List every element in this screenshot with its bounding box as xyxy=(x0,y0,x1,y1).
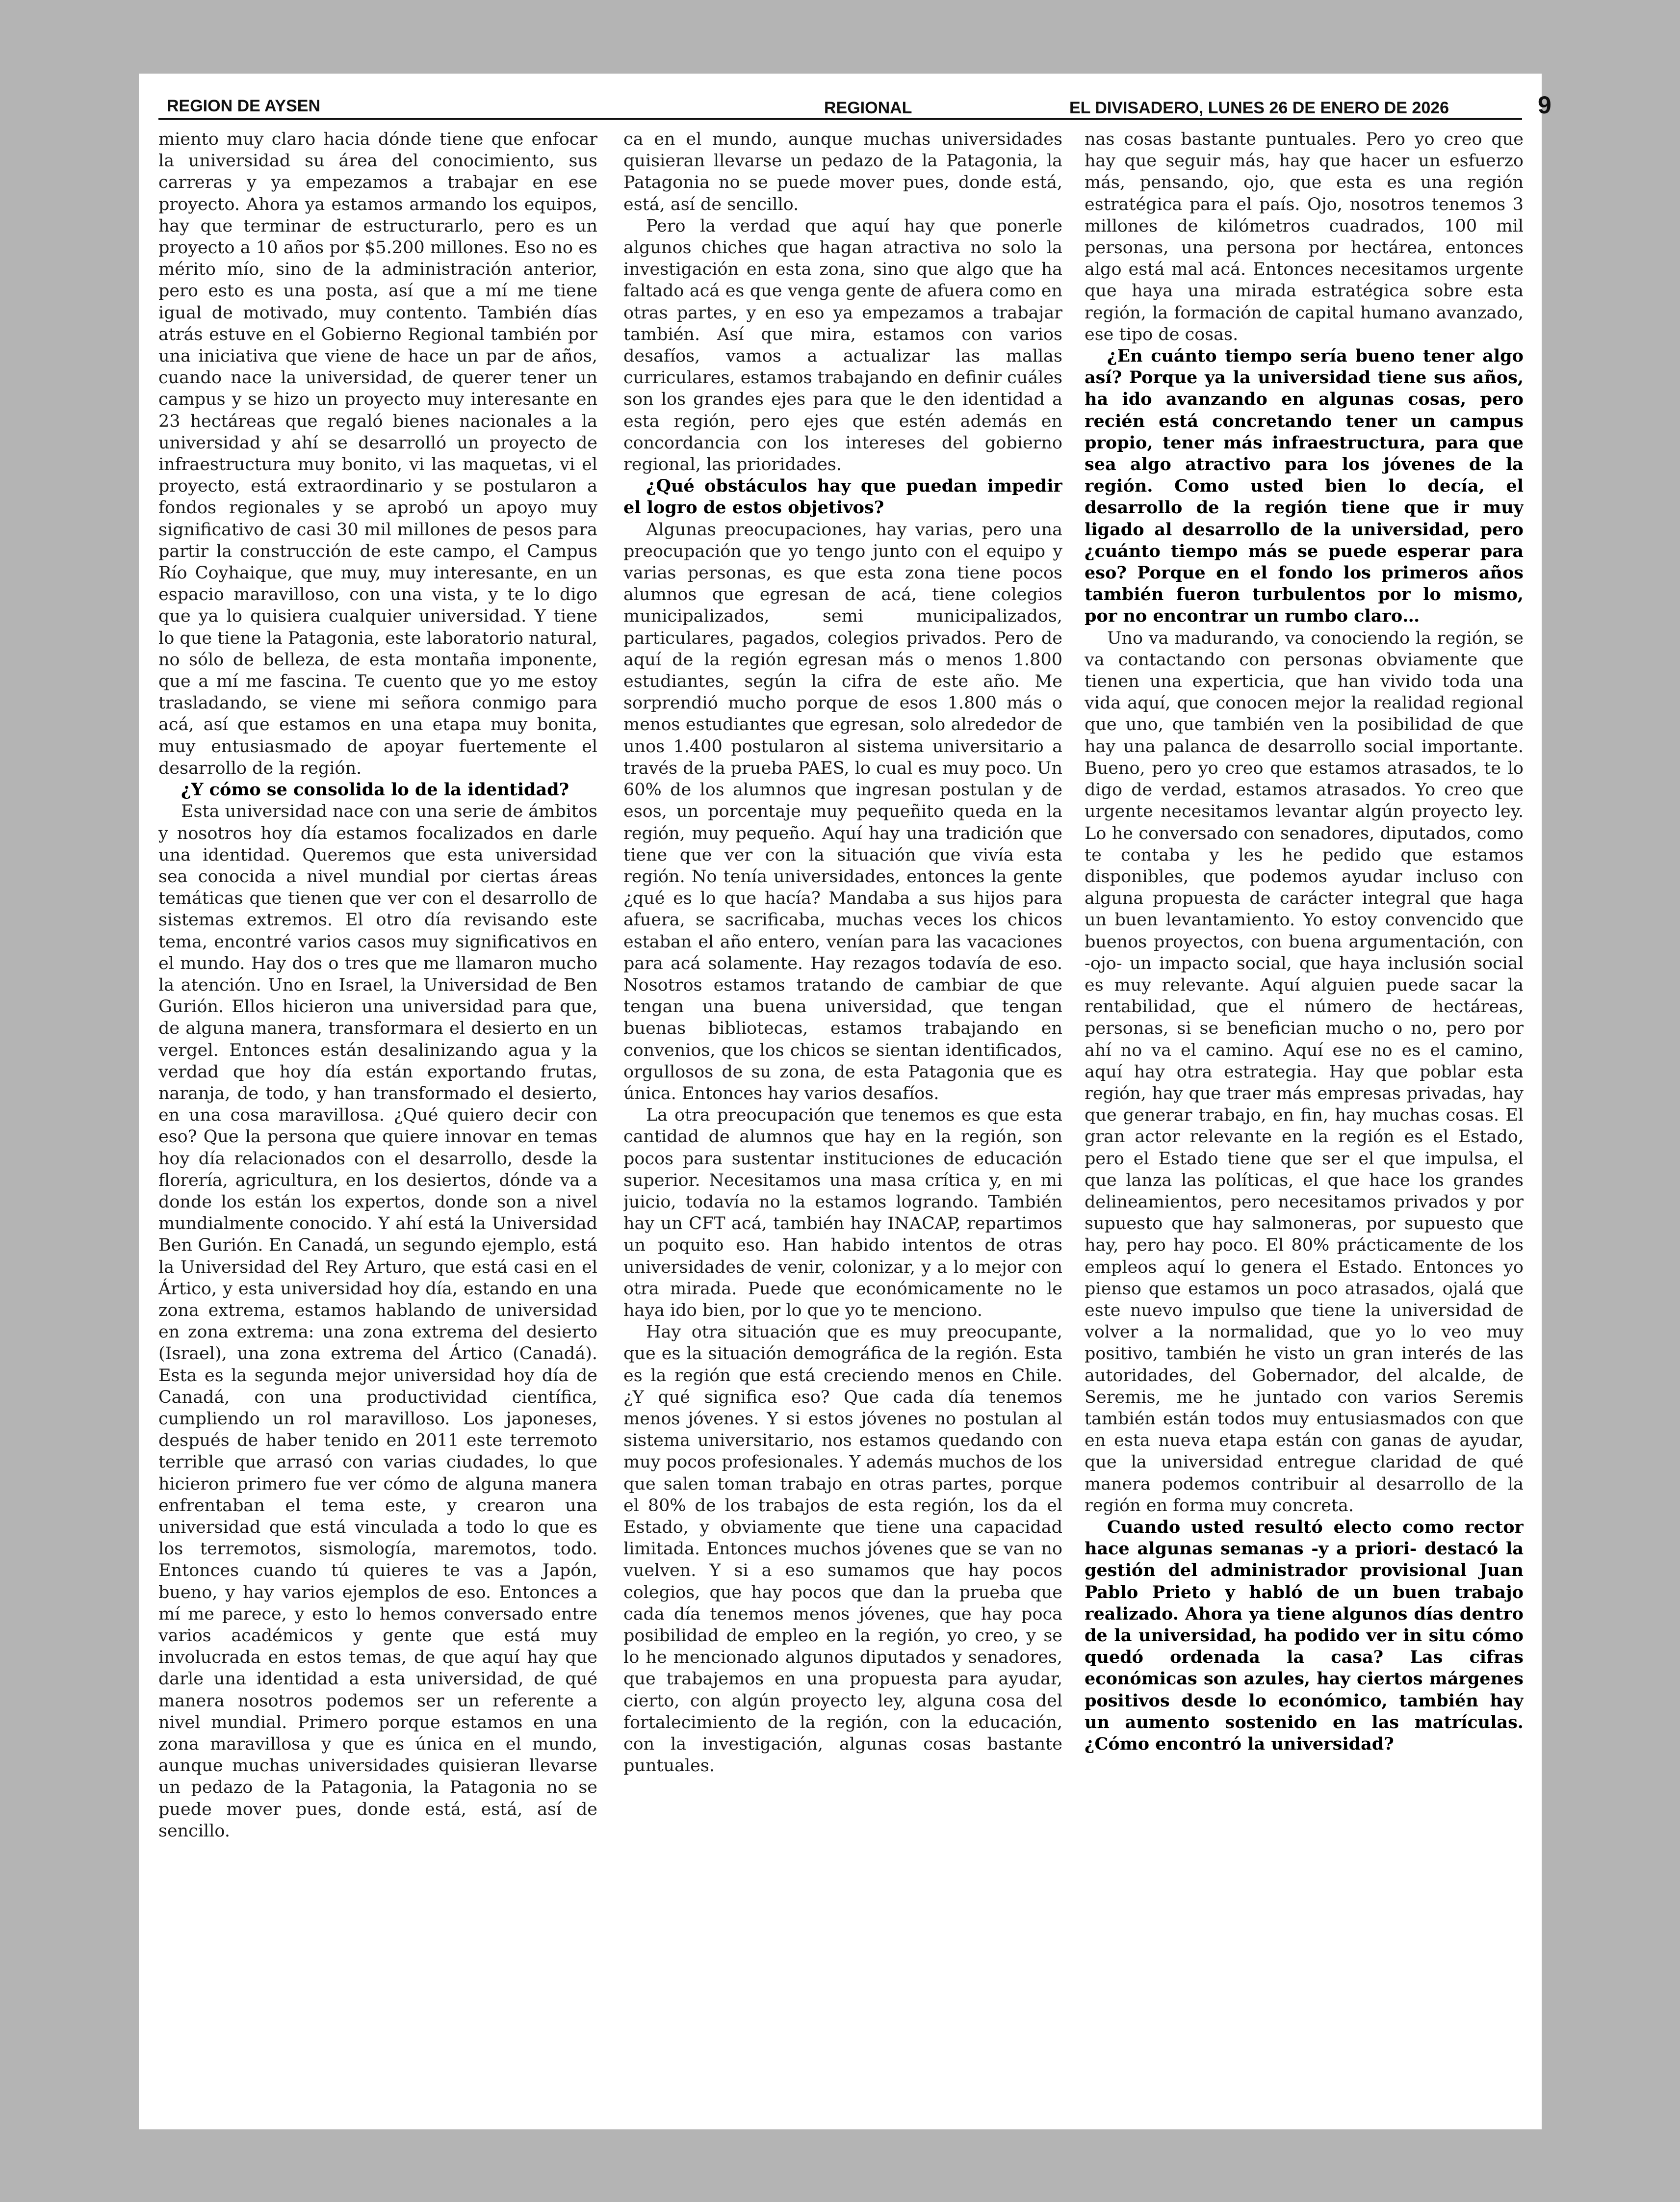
section-category: REGIONAL xyxy=(824,99,912,117)
page-number: 9 xyxy=(1538,91,1551,119)
interview-question: ¿Qué obstáculos hay que puedan impedir el logro de estos objetivos? xyxy=(623,476,1062,518)
article-paragraph: nas cosas bastante puntuales. Pero yo creo que hay que seguir más, hay que hacer un esfuerzo más, pensando, ojo, que esta es una región estratégica para el país. Ojo, nosotros tenemos 3 millones de kilómetros cuadrados, 100 mil personas, una persona por hectárea, entonces algo está mal acá. Entonces necesitamos urgente que haya una mirada estratégica sobre esta región, la formación de capital humano avanzado, ese tipo de cosas. xyxy=(1085,130,1524,344)
article-paragraph: ca en el mundo, aunque muchas universidades quisieran llevarse un pedazo de la Patagonia, la Patagonia no se puede mover pues, donde está, está, así de sencillo. xyxy=(623,130,1062,214)
article-paragraph: La otra preocupación que tenemos es que esta cantidad de alumnos que hay en la región, son pocos para sustentar instituciones de educación superior. Necesitamos una masa crítica y, en mi juicio, todavía no la estamos logrando. También hay un CFT acá, también hay INACAP, repartimos un poquito eso. Han habido intentos de otras universidades de venir, colonizar, y a lo mejor con otra mirada. Puede que económicamente no le haya ido bien, por lo que yo te menciono. xyxy=(623,1105,1062,1320)
column-3 xyxy=(1085,129,1524,2121)
column-2 xyxy=(623,129,1062,2121)
article-paragraph: Uno va madurando, va conociendo la región, se va contactando con personas obviamente que tienen una experticia, que han vivido toda una vida aquí, que conocen mejor la realidad regional que uno, que también ven la posibilidad de que hay una palanca de desarrollo social importante. Bueno, pero yo creo que estamos atrasados, te lo digo de verdad, estamos atrasados. Yo creo que urgente necesitamos levantar algún proyecto ley. Lo he conversado con senadores, diputados, como te contaba y les he pedido que estamos disponibles, que podemos ayudar incluso con alguna propuesta de carácter integral que haga un buen levantamiento. Yo estoy convencido que buenos proyectos, con buena argumentación, con -ojo- un impacto social, que haya inclusión social es muy relevante. Aquí alguien puede sacar la rentabilidad, que el número de hectáreas, personas, si se benefician mucho o no, pero por ahí no va el camino. Aquí ese no es el camino, aquí hay otra estrategia. Hay que poblar esta región, hay que traer más empresas privadas, hay que generar trabajo, en fin, hay muchas cosas. El gran actor relevante en la región es el Estado, pero el Estado tiene que ser el que impulsa, el que lanza las políticas, el que hace los grandes delineamientos, pero necesitamos privados y por supuesto que hay salmoneras, por supuesto que hay, pero hay poco. El 80% prácticamente de los empleos aquí lo genera el Estado. Entonces yo pienso que estamos un poco atrasados, ojalá que este nuevo impulso que tiene la universidad de volver a la normalidad, que yo lo veo muy positivo, también he visto un gran interés de las autoridades, del Gobernador, del alcalde, de Seremis, me he juntado con varios Seremis también están todos muy entusiasmados con que en esta nueva etapa están con ganas de ayudar, que la universidad entregue claridad de qué manera podemos contribuir al desarrollo de la región en forma muy concreta. xyxy=(1085,628,1524,1516)
newspaper-page xyxy=(139,74,1551,2129)
publication-date: EL DIVISADERO, LUNES 26 DE ENERO DE 2026 xyxy=(1069,99,1449,117)
article-paragraph: Esta universidad nace con una serie de ámbitos y nosotros hoy día estamos focalizados en darle una identidad. Queremos que esta universidad sea conocida a nivel mundial por ciertas áreas temáticas que tienen que ver con el desarrollo de sistemas extremos. El otro día revisando este tema, encontré varios casos muy significativos en el mundo. Hay dos o tres que me llamaron mucho la atención. Uno en Israel, la Universidad de Ben Gurión. Ellos hicieron una universidad para que, de alguna manera, transformara el desierto en un vergel. Entonces están desalinizando agua y la verdad que hoy día están exportando frutas, naranja, de todo, y han transformado el desierto, en una cosa maravillosa. ¿Qué quiero decir con eso? Que la persona que quiere innovar en temas hoy día relacionados con el desarrollo, desde la florería, agricultura, en los desiertos, dónde va a donde los están los expertos, donde son a nivel mundialmente conocido. Y ahí está la Universidad Ben Gurión. En Canadá, un segundo ejemplo, está la Universidad del Rey Arturo, que está casi en el Ártico, y esta universidad hoy día, estando en una zona extrema, estamos hablando de universidad en zona extrema: una zona extrema del desierto (Israel), una zona extrema del Ártico (Canadá). Esta es la segunda mejor universidad hoy día de Canadá, con una productividad científica, cumpliendo un rol maravilloso. Los japoneses, después de haber tenido en 2011 este terremoto terrible que arrasó con varias ciudades, lo que hicieron primero fue ver cómo de alguna manera enfrentaban el tema este, y crearon una universidad que está vinculada a todo lo que es los terremotos, sismología, maremotos, todo. Entonces cuando tú quieres te vas a Japón, bueno, y hay varios ejemplos de eso. Entonces a mí me parece, y esto lo hemos conversado entre varios académicos y gente que está muy involucrada en estos temas, de que aquí hay que darle una identidad a esta universidad, de qué manera nosotros podemos ser un referente a nivel mundial. Primero porque estamos en una zona maravillosa y que es única en el mundo, aunque muchas universidades quisieran llevarse un pedazo de la Patagonia, la Patagonia no se puede mover pues, donde está, está, así de sencillo. xyxy=(158,802,597,1841)
article-paragraph: Algunas preocupaciones, hay varias, pero una preocupación que yo tengo junto con el equipo y varias personas, es que esta zona tiene pocos alumnos que egresan de acá, tiene colegios municipalizados, semi municipalizados, particulares, pagados, colegios privados. Pero de aquí de la región egresan más o menos 1.800 estudiantes, según la cifra de este año. Me sorprendió mucho porque de esos 1.800 más o menos estudiantes que egresan, solo alrededor de unos 1.400 postularon al sistema universitario a través de la prueba PAES, lo cual es muy poco. Un 60% de los alumnos que ingresan postulan y de esos, un porcentaje muy pequeñito queda en la región, muy pequeño. Aquí hay una tradición que tiene que ver con la situación que vivía esta región. No tenía universidades, entonces la gente ¿qué es lo que hacía? Mandaba a sus hijos para afuera, se sacrificaba, muchas veces los chicos estaban el año entero, venían para las vacaciones para acá solamente. Hay rezagos todavía de eso. Nosotros estamos tratando de cambiar de que tengan una buena universidad, que tengan buenas bibliotecas, estamos trabajando en convenios, que los chicos se sientan identificados, orgullosos de su zona, de esta Patagonia que es única. Entonces hay varios desafíos. xyxy=(623,520,1062,1103)
page-header xyxy=(167,91,1551,121)
header-rule xyxy=(158,118,1522,120)
interview-question: ¿Y cómo se consolida lo de la identidad? xyxy=(181,780,569,800)
section-name: REGION DE AYSEN xyxy=(167,97,321,115)
interview-question: Cuando usted resultó electo como rector hace algunas semanas -y a priori- destacó la gestión del administrador provisional Juan Pablo Prieto y habló de un buen trabajo realizado. Ahora ya tiene algunos días dentro de la universidad, ha podido ver in situ cómo quedó ordenada la casa? Las cifras económicas son azules, hay ciertos márgenes positivos desde lo económico, también hay un aumento sostenido en las matrículas. ¿Cómo encontró la universidad? xyxy=(1085,1517,1524,1755)
article-paragraph: Pero la verdad que aquí hay que ponerle algunos chiches que hagan atractiva no solo la investigación en esta zona, sino que algo que ha faltado acá es que venga gente de afuera como en otras partes, y en eso ya empezamos a trabajar también. Así que mira, estamos con varios desafíos, vamos a actualizar las mallas curriculares, estamos trabajando en definir cuáles son los grandes ejes para que le den identidad a esta región, pero ejes que estén además en concordancia con los intereses del gobierno regional, las prioridades. xyxy=(623,216,1062,475)
interview-question: ¿En cuánto tiempo sería bueno tener algo así? Porque ya la universidad tiene sus años, ha ido avanzando en algunas cosas, pero recién está concretando tener un campus propio, tener más infraestructura, para que sea algo atractivo para los jóvenes de la región. Como usted bien lo decía, el desarrollo de la región tiene que ir muy ligado al desarrollo de la universidad, pero ¿cuánto tiempo más se puede esperar para eso? Porque en el fondo los primeros años también fueron turbulentos por lo mismo, por no encontrar un rumbo claro… xyxy=(1085,346,1524,627)
column-1 xyxy=(158,129,597,2121)
article-paragraph: Hay otra situación que es muy preocupante, que es la situación demográfica de la región. Esta es la región que está creciendo menos en Chile. ¿Y qué significa eso? Que cada día tenemos menos jóvenes. Y si estos jóvenes no postulan al sistema universitario, nos estamos quedando con muy pocos profesionales. Y además muchos de los que salen toman trabajo en otras partes, porque el 80% de los trabajos de esta región, los da el Estado, y obviamente que tiene una capacidad limitada. Entonces muchos jóvenes que se van no vuelven. Y si a eso sumamos que hay pocos colegios, que hay pocos que dan la prueba que cada día tenemos menos jóvenes, que hay poca posibilidad de empleo en la región, yo creo, y se lo he mencionado algunos diputados y senadores, que trabajemos en una propuesta para ayudar, cierto, con algún proyecto ley, alguna cosa del fortalecimiento de la región, con la educación, con la investigación, algunas cosas bastante puntuales. xyxy=(623,1322,1062,1776)
article-paragraph: miento muy claro hacia dónde tiene que enfocar la universidad su área del conocimiento, sus carreras y ya empezamos a trabajar en ese proyecto. Ahora ya estamos armando los equipos, hay que terminar de estructurarlo, pero es un proyecto a 10 años por $5.200 millones. Eso no es mérito mío, sino de la administración anterior, pero esto es una posta, así que a mí me tiene igual de motivado, muy contento. También días atrás estuve en el Gobierno Regional también por una iniciativa que viene de hace un par de años, cuando nace la universidad, de querer tener un campus y se hizo un proyecto muy interesante en 23 hectáreas que regaló bienes nacionales a la universidad y ahí se desarrolló un proyecto de infraestructura muy bonito, vi las maquetas, vi el proyecto, está extraordinario y se postularon a fondos regionales y se aprobó un apoyo muy significativo de casi 30 mil millones de pesos para partir la construcción de este campo, el Campus Río Coyhaique, que muy, muy interesante, en un espacio maravilloso, con una vista, y te lo digo que ya lo quisiera cualquier universidad. Y tiene lo que tiene la Patagonia, este laboratorio natural, no sólo de belleza, de esta montaña imponente, que a mí me fascina. Te cuento que yo me estoy trasladando, se viene mi señora conmigo para acá, así que estamos en una etapa muy bonita, muy entusiasmado de apoyar fuertemente el desarrollo de la región. xyxy=(158,130,597,778)
